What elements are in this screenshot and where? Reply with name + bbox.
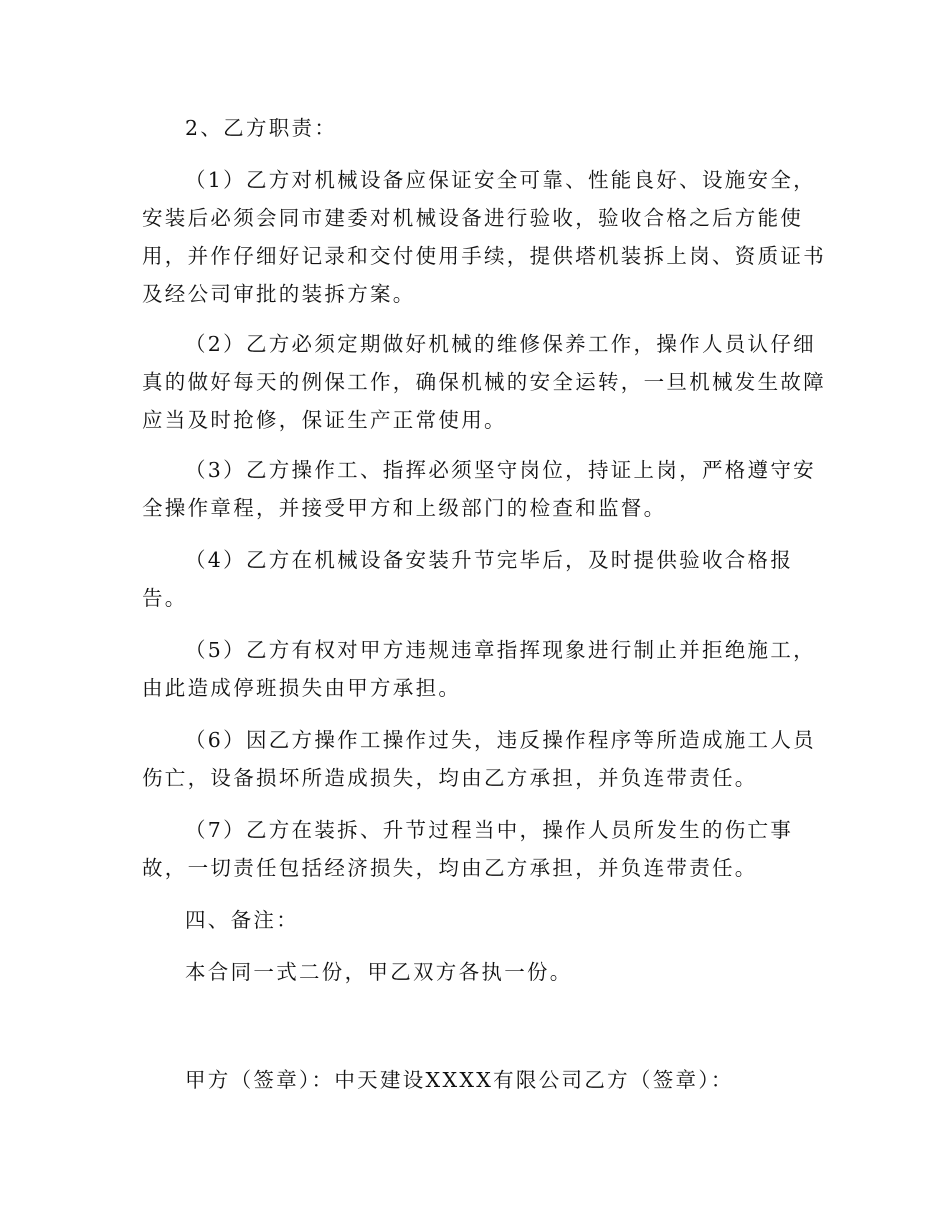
clause-1-line-2: 安装后必须会同市建委对机械设备进行验收，验收合格之后方能使 xyxy=(142,206,804,230)
clause-1-line-1: （1）乙方对机械设备应保证安全可靠、性能良好、设施安全， xyxy=(185,168,816,192)
clause-7-line-2: 故，一切责任包括经济损失，均由乙方承担，并负连带责任。 xyxy=(142,856,758,880)
clause-5-line-1: （5）乙方有权对甲方违规违章指挥现象进行制止并拒绝施工， xyxy=(185,638,816,662)
clause-4-line-2: 告。 xyxy=(142,586,188,610)
clause-4-line-1: （4）乙方在机械设备安装升节完毕后，及时提供验收合格报 xyxy=(185,548,794,572)
section-heading: 2、乙方职责： xyxy=(185,116,338,140)
clause-2-line-1: （2）乙方必须定期做好机械的维修保养工作，操作人员认仔细 xyxy=(185,332,816,356)
clause-2-line-3: 应当及时抢修，保证生产正常使用。 xyxy=(142,408,507,432)
clause-1-line-4: 及经公司审批的装拆方案。 xyxy=(142,282,416,306)
clause-7-line-1: （7）乙方在装拆、升节过程当中，操作人员所发生的伤亡事 xyxy=(185,818,794,842)
clause-1-line-3: 用，并作仔细好记录和交付使用手续，提供塔机装拆上岗、资质证书 xyxy=(142,244,826,268)
clause-6-line-1: （6）因乙方操作工操作过失，违反操作程序等所造成施工人员 xyxy=(185,728,816,752)
signature-line: 甲方（签章）：中天建设XXXX有限公司乙方（签章）： xyxy=(185,1068,734,1092)
remarks-heading: 四、备注： xyxy=(185,908,299,932)
clause-2-line-2: 真的做好每天的例保工作，确保机械的安全运转，一旦机械发生故障 xyxy=(142,370,826,394)
clause-3-line-1: （3）乙方操作工、指挥必须坚守岗位，持证上岗，严格遵守安 xyxy=(185,458,816,482)
clause-3-line-2: 全操作章程，并接受甲方和上级部门的检查和监督。 xyxy=(142,496,667,520)
remarks-text: 本合同一式二份，甲乙双方各执一份。 xyxy=(185,960,573,984)
clause-5-line-2: 由此造成停班损失由甲方承担。 xyxy=(142,676,462,700)
clause-6-line-2: 伤亡，设备损坏所造成损失，均由乙方承担，并负连带责任。 xyxy=(142,766,758,790)
